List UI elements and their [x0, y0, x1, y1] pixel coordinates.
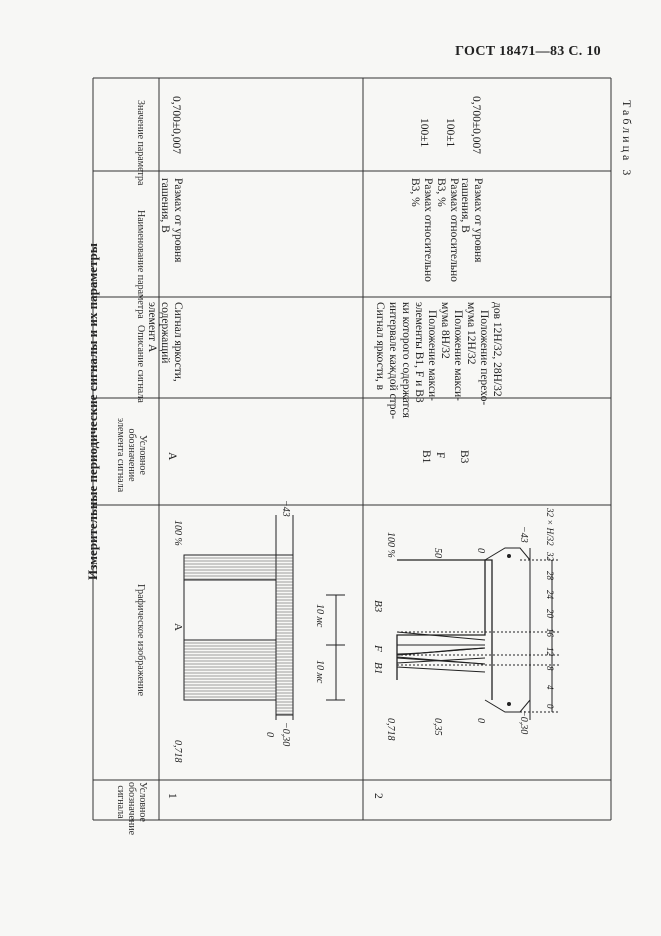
table-title: Измерительные периодические сигналы и их параметры: [85, 243, 100, 580]
g2-tick: 8: [545, 666, 555, 671]
header-description: Описание сигнала: [135, 325, 146, 403]
header-graph: Графическое изображение: [135, 583, 146, 697]
g2-mid-pct: 50: [432, 548, 443, 558]
g2-top-label: 100 %: [385, 532, 396, 558]
row2-desc-line: Положение макси-: [452, 310, 464, 401]
row1-value: 0,700±0,007: [170, 96, 182, 155]
row2-element-b3: В3: [458, 450, 470, 464]
g2-f: F: [372, 645, 384, 652]
g2-tick: 32: [545, 552, 555, 561]
row2-desc-line: мума 8Н/32: [439, 302, 451, 359]
g1-dur2: 10 мс: [314, 660, 325, 684]
row2-desc-line: Положение перехо-: [478, 310, 490, 406]
row2-desc-line: элементы В1, F и В3: [413, 302, 425, 403]
row2-desc-line: интервале каждой стро-: [387, 302, 399, 420]
g2-b1: В1: [372, 662, 384, 675]
g2-zero-label: 0: [475, 718, 486, 723]
row2-value-2: 100±1: [444, 118, 456, 148]
g2-tick: 20: [545, 609, 555, 618]
row2-signal: 2: [372, 793, 384, 799]
g2-tick: 28: [545, 571, 555, 580]
row1-description: Сигнал яркости, содержащий элемент А: [146, 302, 184, 382]
row2-element-b1: В1: [420, 450, 432, 464]
row2-value-3: 0,700±0,007: [470, 96, 482, 155]
g2-tick: 4: [545, 685, 555, 690]
g1-right-neg: −43: [280, 500, 291, 517]
row2-desc-line: Сигнал яркости, в: [374, 302, 386, 391]
row2-param-name-3: Размах от уровня гашения, В: [459, 178, 484, 263]
row2-element-f: F: [434, 452, 446, 459]
g2-tick: 16: [545, 628, 555, 637]
row2-desc-line: мума 12Н/32: [465, 302, 477, 365]
header-signal: Условное обозначение сигнала: [115, 782, 148, 836]
row1-element: А: [166, 452, 178, 461]
row2-param-name-2: Размах относительно В3, %: [435, 178, 460, 282]
g2-right-neg: −43: [518, 526, 529, 543]
g2-tick: 0: [545, 704, 555, 709]
g2-left-label: 0,718: [385, 718, 396, 741]
header-param-name: Наименование параметра: [135, 210, 146, 319]
row2-param-name-1: Размах относительно В3, %: [409, 178, 434, 282]
row1-param-name: Размах от уровня гашения, В: [159, 178, 184, 263]
g2-tick: 12: [545, 647, 555, 656]
g2-tick: 24: [545, 590, 555, 599]
g1-neg-label: −0,30: [280, 722, 291, 747]
row1-signal: 1: [166, 793, 178, 799]
table-label: Таблица 3: [620, 100, 634, 179]
g2-mid-label: 0,35: [432, 718, 443, 736]
g1-element-a: А: [172, 623, 184, 631]
g1-top-label: 100 %: [172, 520, 183, 546]
page-header: ГОСТ 18471—83 С. 10: [455, 44, 601, 59]
g2-zero-pct: 0: [475, 548, 486, 553]
g2-neg-label: −0,30: [518, 710, 529, 735]
row2-desc-line: дов 12Н/32, 28Н/32: [491, 302, 503, 397]
g2-b3: В3: [372, 600, 384, 613]
g1-dur1: 10 мс: [314, 604, 325, 628]
g1-zero-label: 0: [264, 732, 275, 737]
g1-left-label: 0,718: [172, 740, 183, 763]
row2-value-1: 100±1: [418, 118, 430, 148]
row2-desc-line: Положение макси-: [426, 310, 438, 401]
header-element: Условное обозначение элемента сигнала: [115, 417, 148, 493]
row2-desc-line: ки которого содержатся: [400, 302, 412, 418]
header-param-value: Значение параметра: [135, 100, 146, 186]
g2-axis-label: 32 × H/32: [545, 508, 555, 546]
